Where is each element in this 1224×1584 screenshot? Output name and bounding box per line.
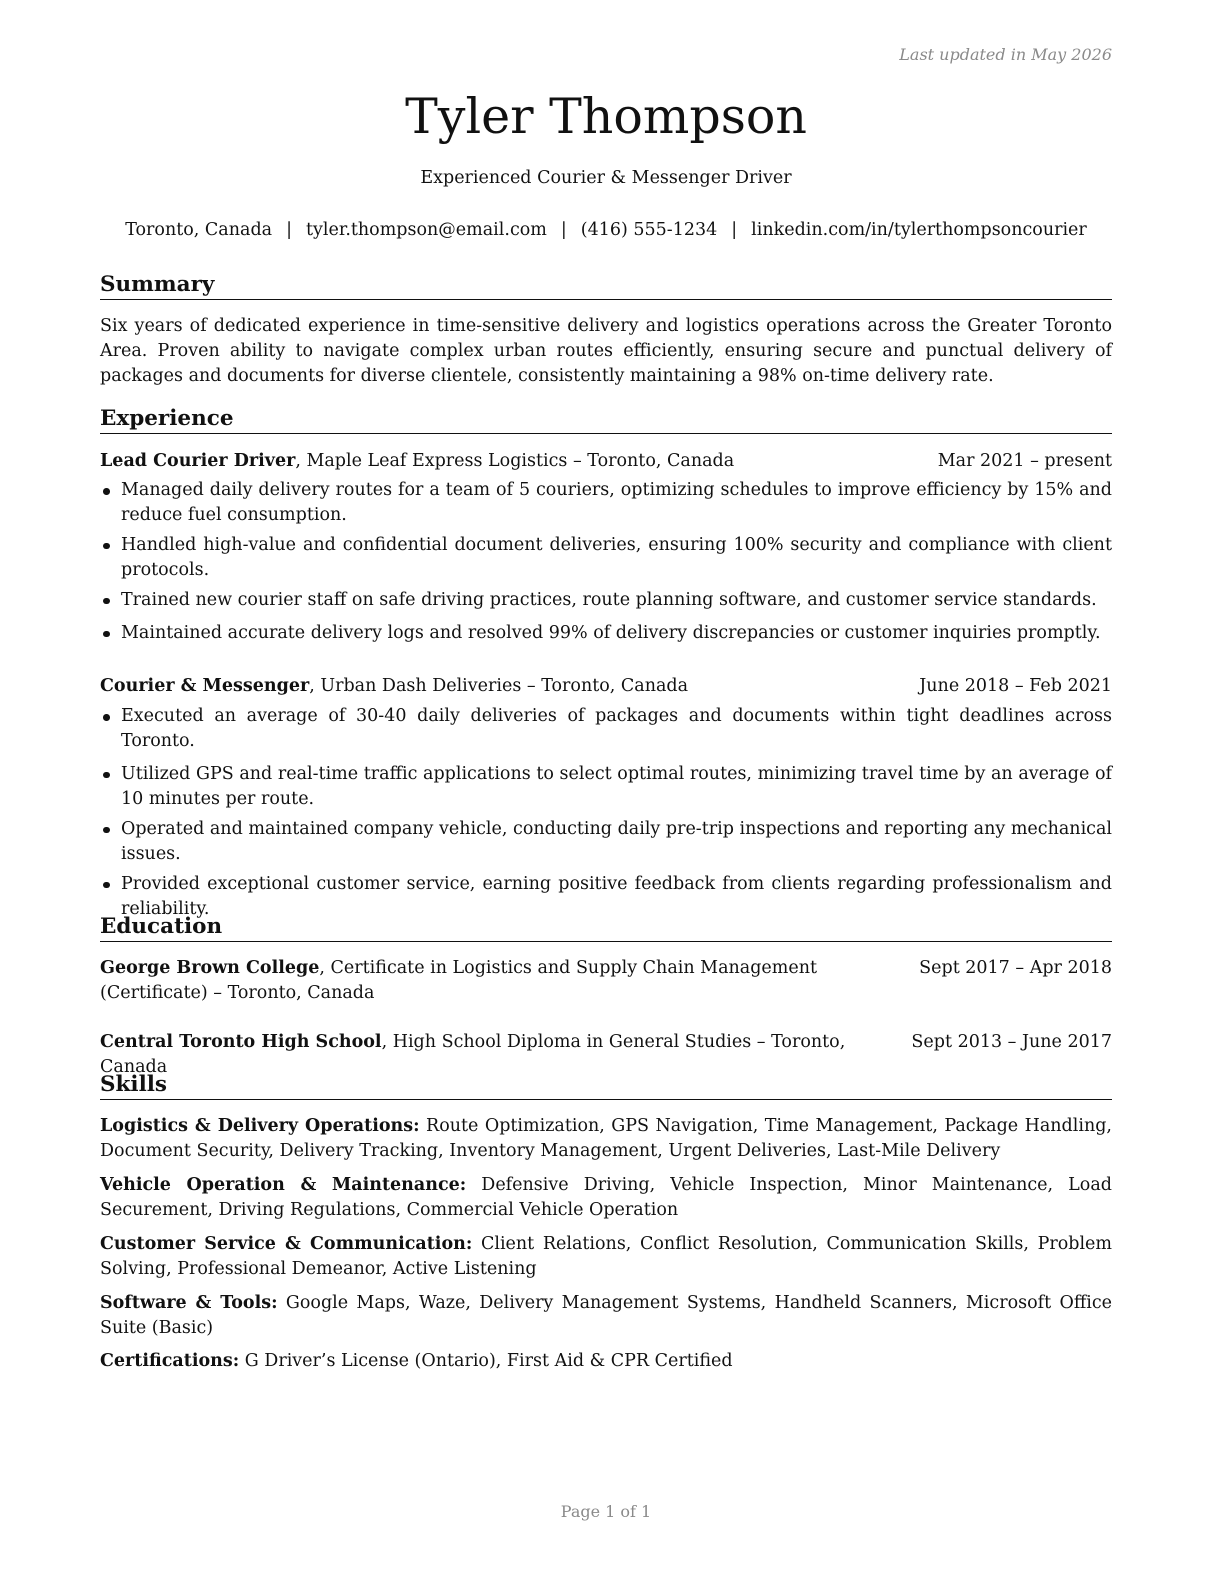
- job-bullet: Utilized GPS and real-time traffic applications to select optimal routes, minimizing travel time by an average of 10 minutes per route.: [100, 762, 1112, 812]
- skill-group: [100, 1173, 1112, 1223]
- job-bullet: Provided exceptional customer service, earning positive feedback from clients regarding professionalism and reliability.: [100, 872, 1112, 922]
- job-bullet: Maintained accurate delivery logs and resolved 99% of delivery discrepancies or customer inquiries promptly.: [100, 621, 1112, 646]
- skill-group-items: Route Optimization, GPS Navigation, Time Management, Package Handling, Document Security, Delivery Tracking, Inventory Management, Urgent Deliveries, Last-Mile Delivery: [100, 1116, 1112, 1162]
- summary-text: Six years of dedicated experience in time-sensitive delivery and logistics operations across the Greater Toronto Area. Proven ability to navigate complex urban routes efficiently, ensuring secure and punctual delivery of packages and documents for diverse clientele, consistently maintaining a 98% on-time delivery rate.: [100, 316, 1112, 387]
- job-company: , Maple Leaf Express Logistics – Toronto, Canada: [295, 451, 735, 471]
- page-number: Page 1 of 1: [560, 1502, 652, 1521]
- skill-group: [100, 1114, 1112, 1164]
- skill-group-label: Vehicle Operation & Maintenance:: [100, 1175, 467, 1195]
- section-title-summary: Summary: [100, 271, 1112, 300]
- skill-group-items: Defensive Driving, Vehicle Inspection, Minor Maintenance, Load Securement, Driving Regulations, Commercial Vehicle Operation: [100, 1175, 1112, 1221]
- job-bullet: Trained new courier staff on safe driving practices, route planning software, and customer service standards.: [100, 588, 1112, 613]
- job-bullets: [100, 478, 1112, 646]
- skill-group-label: Customer Service & Communication:: [100, 1234, 473, 1254]
- candidate-name: Tyler Thompson: [405, 88, 807, 145]
- job-bullets: [100, 704, 1112, 922]
- education-dates: Sept 2017 – Apr 2018: [919, 958, 1112, 978]
- job-title-line: [100, 449, 734, 474]
- candidate-tagline: Experienced Courier & Messenger Driver: [420, 168, 792, 188]
- education-entry: [100, 956, 1112, 1006]
- education-dates: Sept 2013 – June 2017: [911, 1032, 1112, 1052]
- job-bullet: Handled high-value and confidential document deliveries, ensuring 100% security and compliance with client protocols.: [100, 533, 1112, 583]
- job-role: Lead Courier Driver: [100, 451, 296, 471]
- skill-group: [100, 1349, 1112, 1374]
- job-bullet: Executed an average of 30-40 daily deliveries of packages and documents within tight deadlines across Toronto.: [100, 704, 1112, 754]
- last-updated-note: Last updated in May 2026: [899, 45, 1112, 64]
- skill-group-items: G Driver’s License (Ontario), First Aid & CPR Certified: [244, 1351, 733, 1371]
- resume-page: [100, 0, 1112, 1584]
- skill-group-items: Google Maps, Waze, Delivery Management Systems, Handheld Scanners, Microsoft Office Suite (Basic): [100, 1293, 1113, 1339]
- section-title-skills: Skills: [100, 1071, 1112, 1100]
- section-title-education: Education: [100, 913, 1112, 942]
- skill-group-label: Software & Tools:: [100, 1293, 278, 1313]
- education-school: Central Toronto High School: [100, 1032, 382, 1052]
- job-bullet: Operated and maintained company vehicle, conducting daily pre-trip inspections and reporting any mechanical issues.: [100, 817, 1112, 867]
- job-header: [100, 449, 1112, 474]
- education-school: George Brown College: [100, 958, 320, 978]
- section-title-experience: Experience: [100, 405, 1112, 434]
- education-program: , High School Diploma in General Studies – Toronto, Canada: [100, 1032, 846, 1078]
- contact-separator: |: [731, 220, 738, 240]
- skill-group: [100, 1291, 1112, 1341]
- skill-group-items: Client Relations, Conflict Resolution, Communication Skills, Problem Solving, Professional Demeanor, Active Listening: [100, 1234, 1112, 1280]
- skill-group-label: Certifications:: [100, 1351, 240, 1371]
- contact-separator: |: [286, 220, 292, 240]
- contact-line: [100, 220, 1112, 240]
- job-dates: June 2018 – Feb 2021: [919, 676, 1112, 696]
- job-header: [100, 674, 1112, 699]
- education-details: [100, 956, 890, 1006]
- contact-separator: |: [560, 220, 567, 240]
- contact-location: Toronto, Canada: [125, 220, 273, 240]
- contact-email[interactable]: tyler.thompson@email.com: [306, 220, 547, 240]
- contact-linkedin[interactable]: linkedin.com/in/tylerthompsoncourier: [751, 220, 1087, 240]
- skill-group-label: Logistics & Delivery Operations:: [100, 1116, 420, 1136]
- education-program: , Certificate in Logistics and Supply Chain Management (Certificate) – Toronto, Canada: [100, 958, 818, 1004]
- job-role: Courier & Messenger: [100, 676, 310, 696]
- contact-phone[interactable]: (416) 555-1234: [580, 220, 718, 240]
- job-title-line: [100, 674, 688, 699]
- job-bullet: Managed daily delivery routes for a team of 5 couriers, optimizing schedules to improve efficiency by 15% and reduce fuel consumption.: [100, 478, 1112, 528]
- job-company: , Urban Dash Deliveries – Toronto, Canada: [309, 676, 689, 696]
- job-dates: Mar 2021 – present: [937, 451, 1112, 471]
- skill-group: [100, 1232, 1112, 1282]
